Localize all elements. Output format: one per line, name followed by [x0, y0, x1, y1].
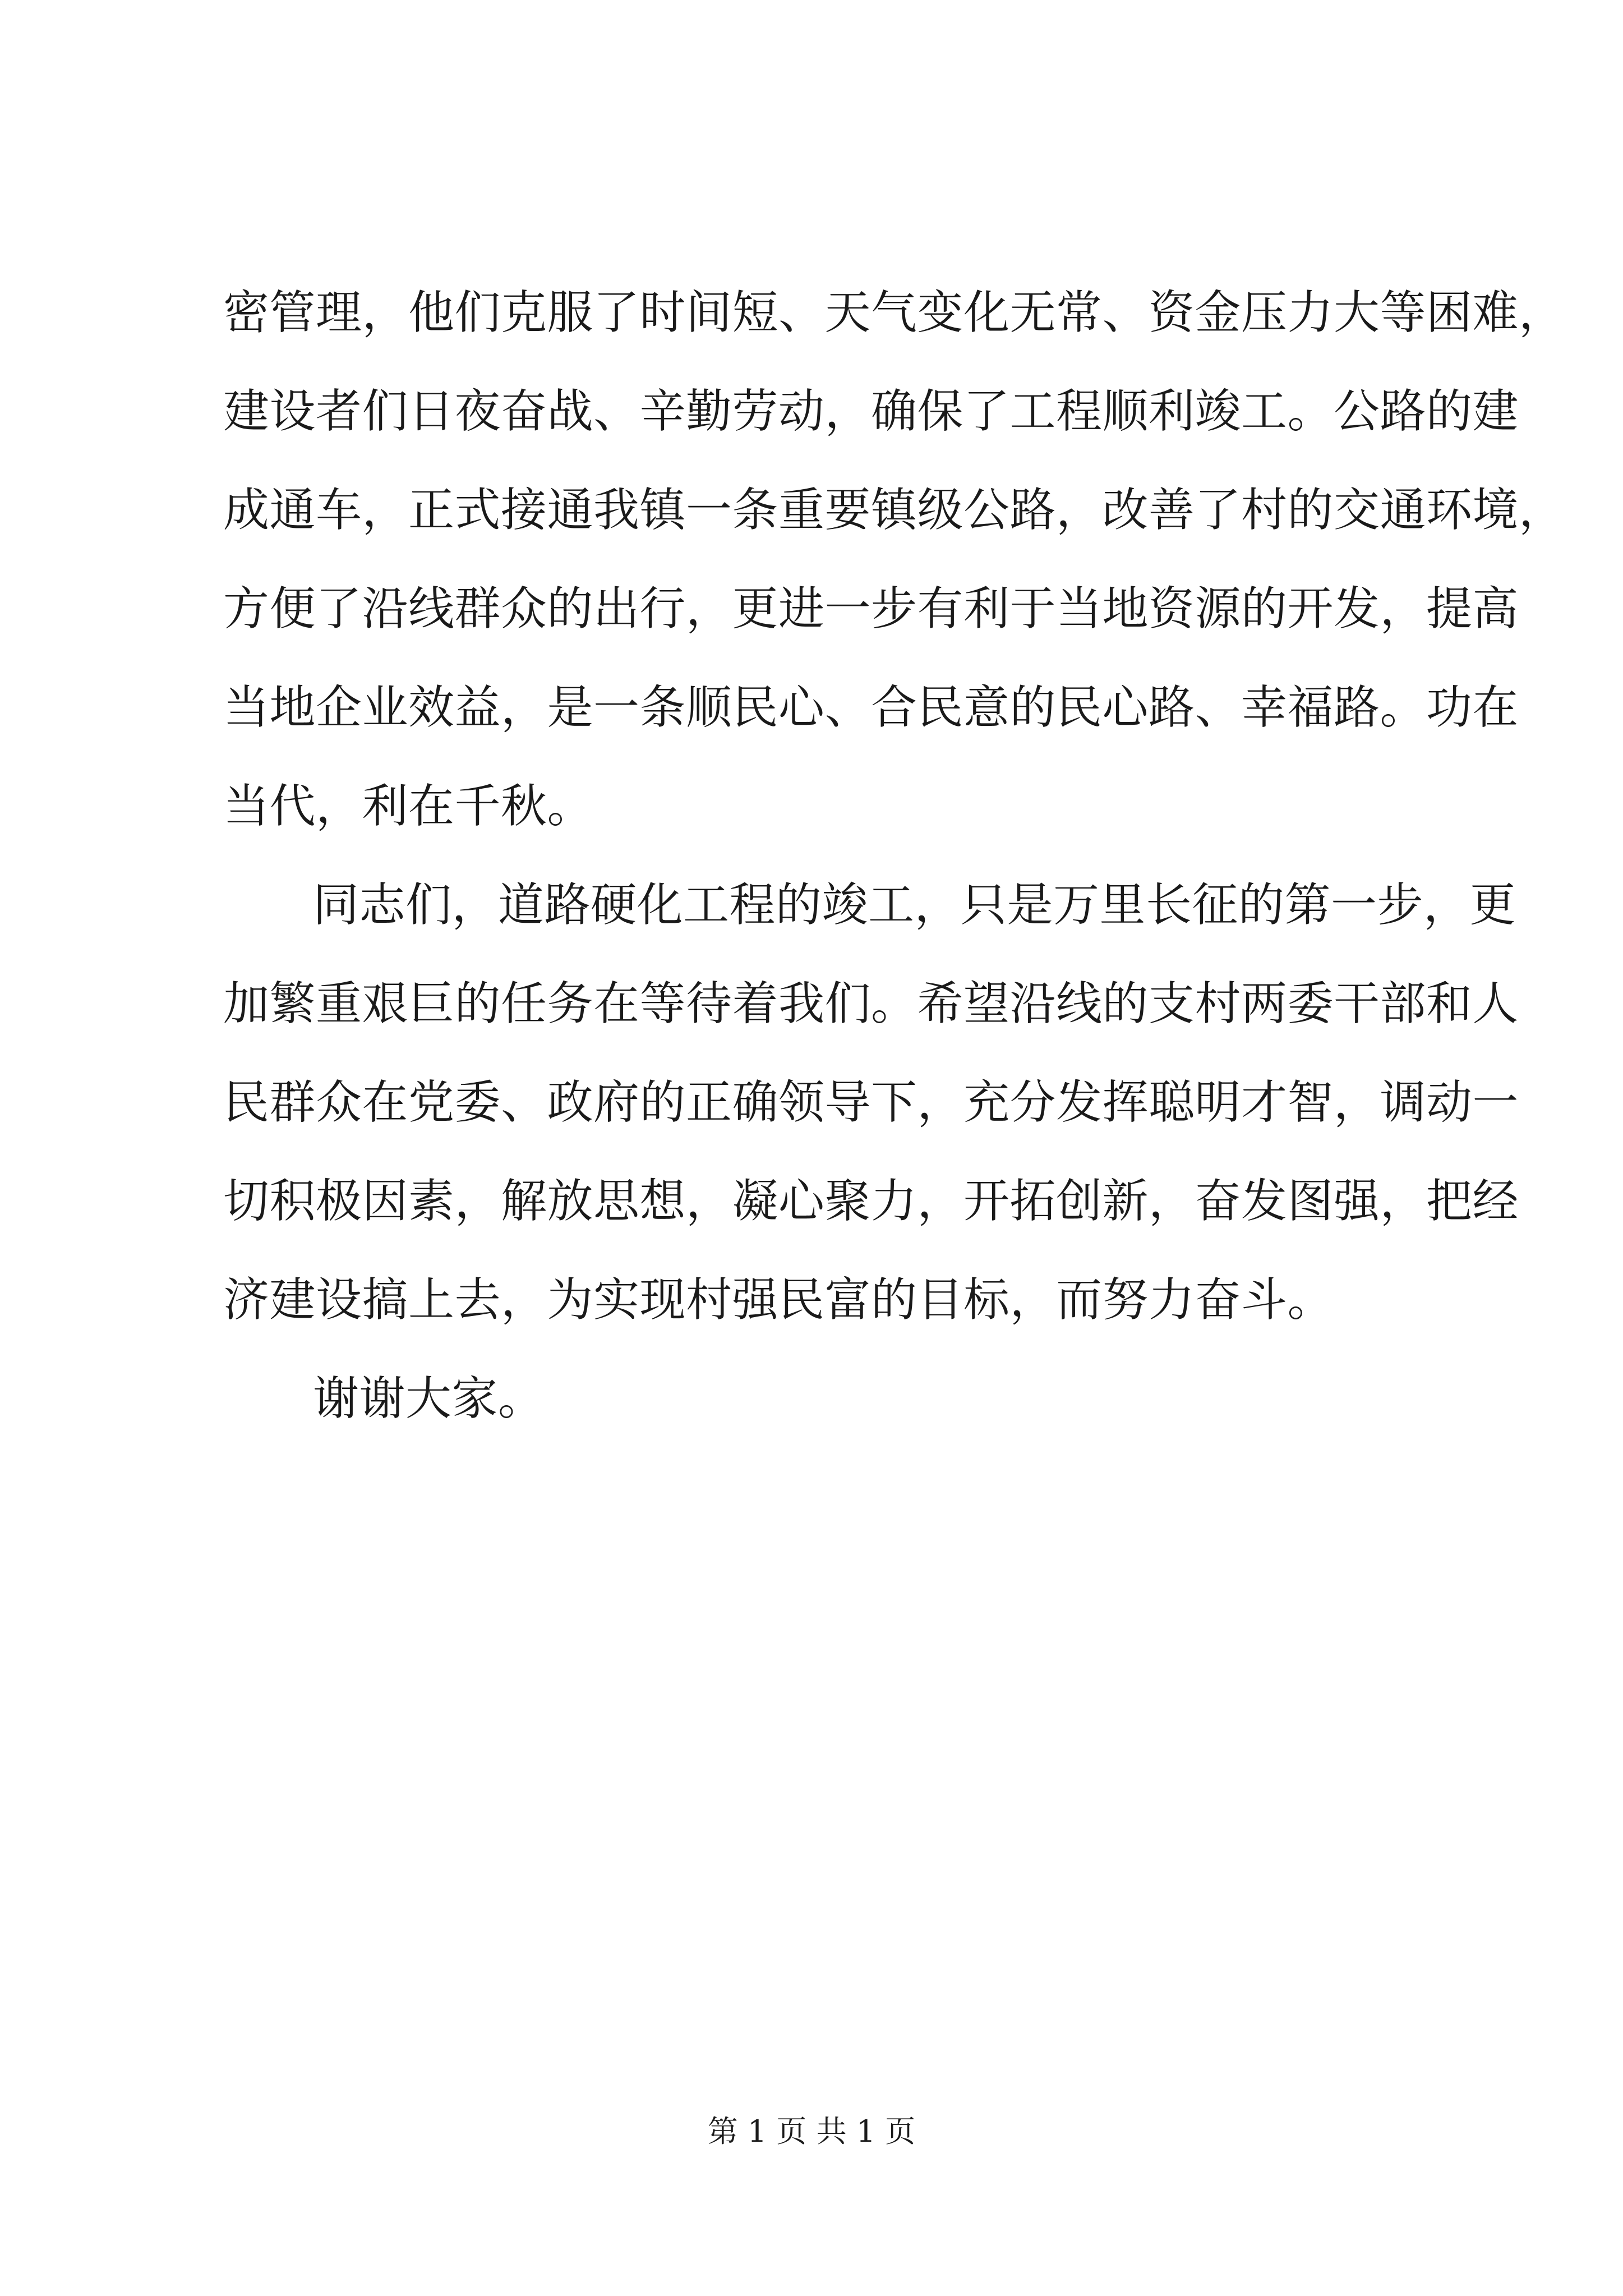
- paragraph-line: 切积极因素，解放思想，凝心聚力，开拓创新，奋发图强，把经: [223, 1175, 1519, 1228]
- paragraph-1: [223, 264, 1565, 856]
- paragraph-line: 当代，利在千秋。: [223, 780, 594, 833]
- paragraph-line: 加繁重艰巨的任务在等待着我们。希望沿线的支村两委干部和人: [223, 977, 1519, 1030]
- paragraph-line: 谢谢大家。: [313, 1372, 545, 1425]
- paragraph-line: 密管理，他们克服了时间短、天气变化无常、资金压力大等困难，: [223, 286, 1565, 339]
- paragraph-line: 当地企业效益，是一条顺民心、合民意的民心路、幸福路。功在: [223, 681, 1519, 734]
- paragraph-line: 济建设搞上去，为实现村强民富的目标，而努力奋斗。: [223, 1273, 1334, 1327]
- page-number-label: 第 1 页 共 1 页: [707, 2114, 916, 2149]
- document-body: [223, 264, 1565, 1448]
- paragraph-line: 同志们，道路硬化工程的竣工，只是万里长征的第一步，更: [313, 878, 1516, 932]
- page-footer: [0, 2109, 1623, 2154]
- paragraph-line: 成通车，正式接通我镇一条重要镇级公路，改善了村的交通环境，: [223, 484, 1565, 537]
- paragraph-line: 民群众在党委、政府的正确领导下，充分发挥聪明才智，调动一: [223, 1076, 1519, 1129]
- paragraph-line: 建设者们日夜奋战、辛勤劳动，确保了工程顺利竣工。公路的建: [223, 385, 1519, 438]
- paragraph-2: [223, 856, 1519, 1350]
- paragraph-3: [223, 1350, 1435, 1448]
- paragraph-line: 方便了沿线群众的出行，更进一步有利于当地资源的开发，提高: [223, 582, 1519, 636]
